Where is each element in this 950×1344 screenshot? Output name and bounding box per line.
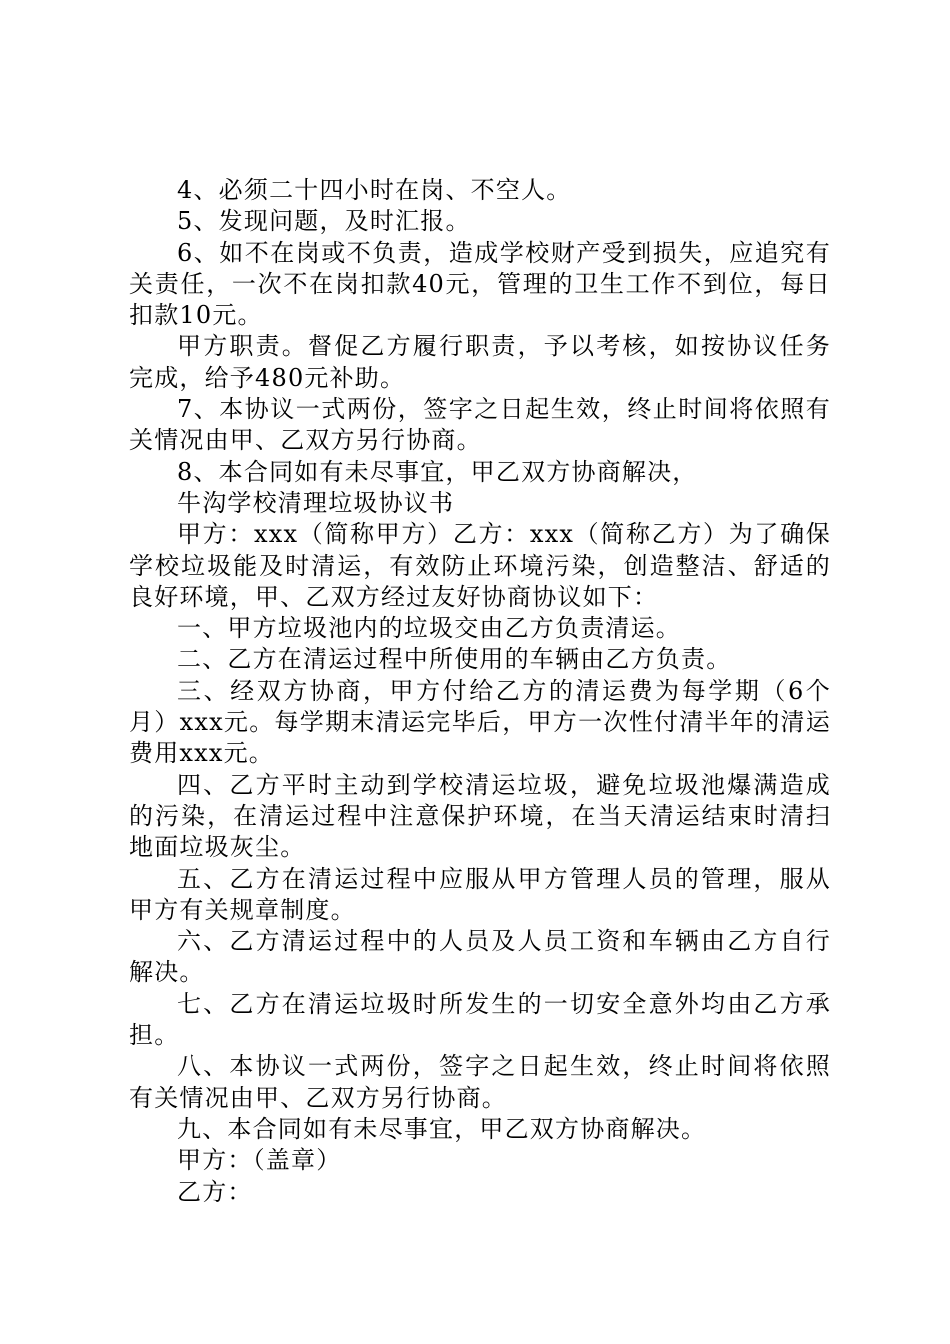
article-1: 一、甲方垃圾池内的垃圾交由乙方负责清运。	[177, 614, 681, 643]
clause-8: 8、本合同如有未尽事宜，甲乙双方协商解决，	[177, 457, 698, 486]
article-5: 五、乙方在清运过程中应服从甲方管理人员的管理，服从甲方有关规章制度。	[129, 864, 831, 924]
party-a-signature: 甲方：（盖章）	[177, 1146, 342, 1175]
party-b-signature: 乙方：	[177, 1177, 253, 1206]
article-9: 九、本合同如有未尽事宜，甲乙双方协商解决。	[177, 1114, 707, 1143]
agreement-title: 牛沟学校清理垃圾协议书	[177, 488, 455, 517]
clause-4: 4、必须二十四小时在岗、不空人。	[177, 176, 572, 204]
clause-7: 7、本协议一式两份，签字之日起生效，终止时间将依照有关情况由甲、乙双方另行协商。	[129, 395, 831, 455]
article-8: 八、本协议一式两份，签字之日起生效，终止时间将依照有关情况由甲、乙双方另行协商。	[129, 1052, 831, 1112]
article-2: 二、乙方在清运过程中所使用的车辆由乙方负责。	[177, 645, 732, 674]
document-body	[129, 175, 831, 1208]
party-a-duties: 甲方职责。督促乙方履行职责，予以考核，如按协议任务完成，给予480元补助。	[129, 332, 831, 392]
article-3: 三、经双方协商，甲方付给乙方的清运费为每学期（6个月）xxx元。每学期末清运完毕后，甲方一次性付清半年的清运费用xxx元。	[129, 676, 831, 768]
article-6: 六、乙方清运过程中的人员及人员工资和车辆由乙方自行解决。	[129, 927, 831, 987]
clause-6: 6、如不在岗或不负责，造成学校财产受到损失，应追究有关责任，一次不在岗扣款40元，管理的卫生工作不到位，每日扣款10元。	[129, 238, 831, 330]
preamble: 甲方：xxx（简称甲方）乙方：xxx（简称乙方）为了确保学校垃圾能及时清运，有效防止环境污染，创造整洁、舒适的良好环境，甲、乙双方经过友好协商协议如下：	[129, 520, 831, 611]
article-7: 七、乙方在清运垃圾时所发生的一切安全意外均由乙方承担。	[129, 989, 831, 1050]
clause-5: 5、发现问题，及时汇报。	[177, 207, 471, 236]
article-4: 四、乙方平时主动到学校清运垃圾，避免垃圾池爆满造成的污染，在清运过程中注意保护环境，在当天清运结束时清扫地面垃圾灰尘。	[129, 770, 831, 862]
